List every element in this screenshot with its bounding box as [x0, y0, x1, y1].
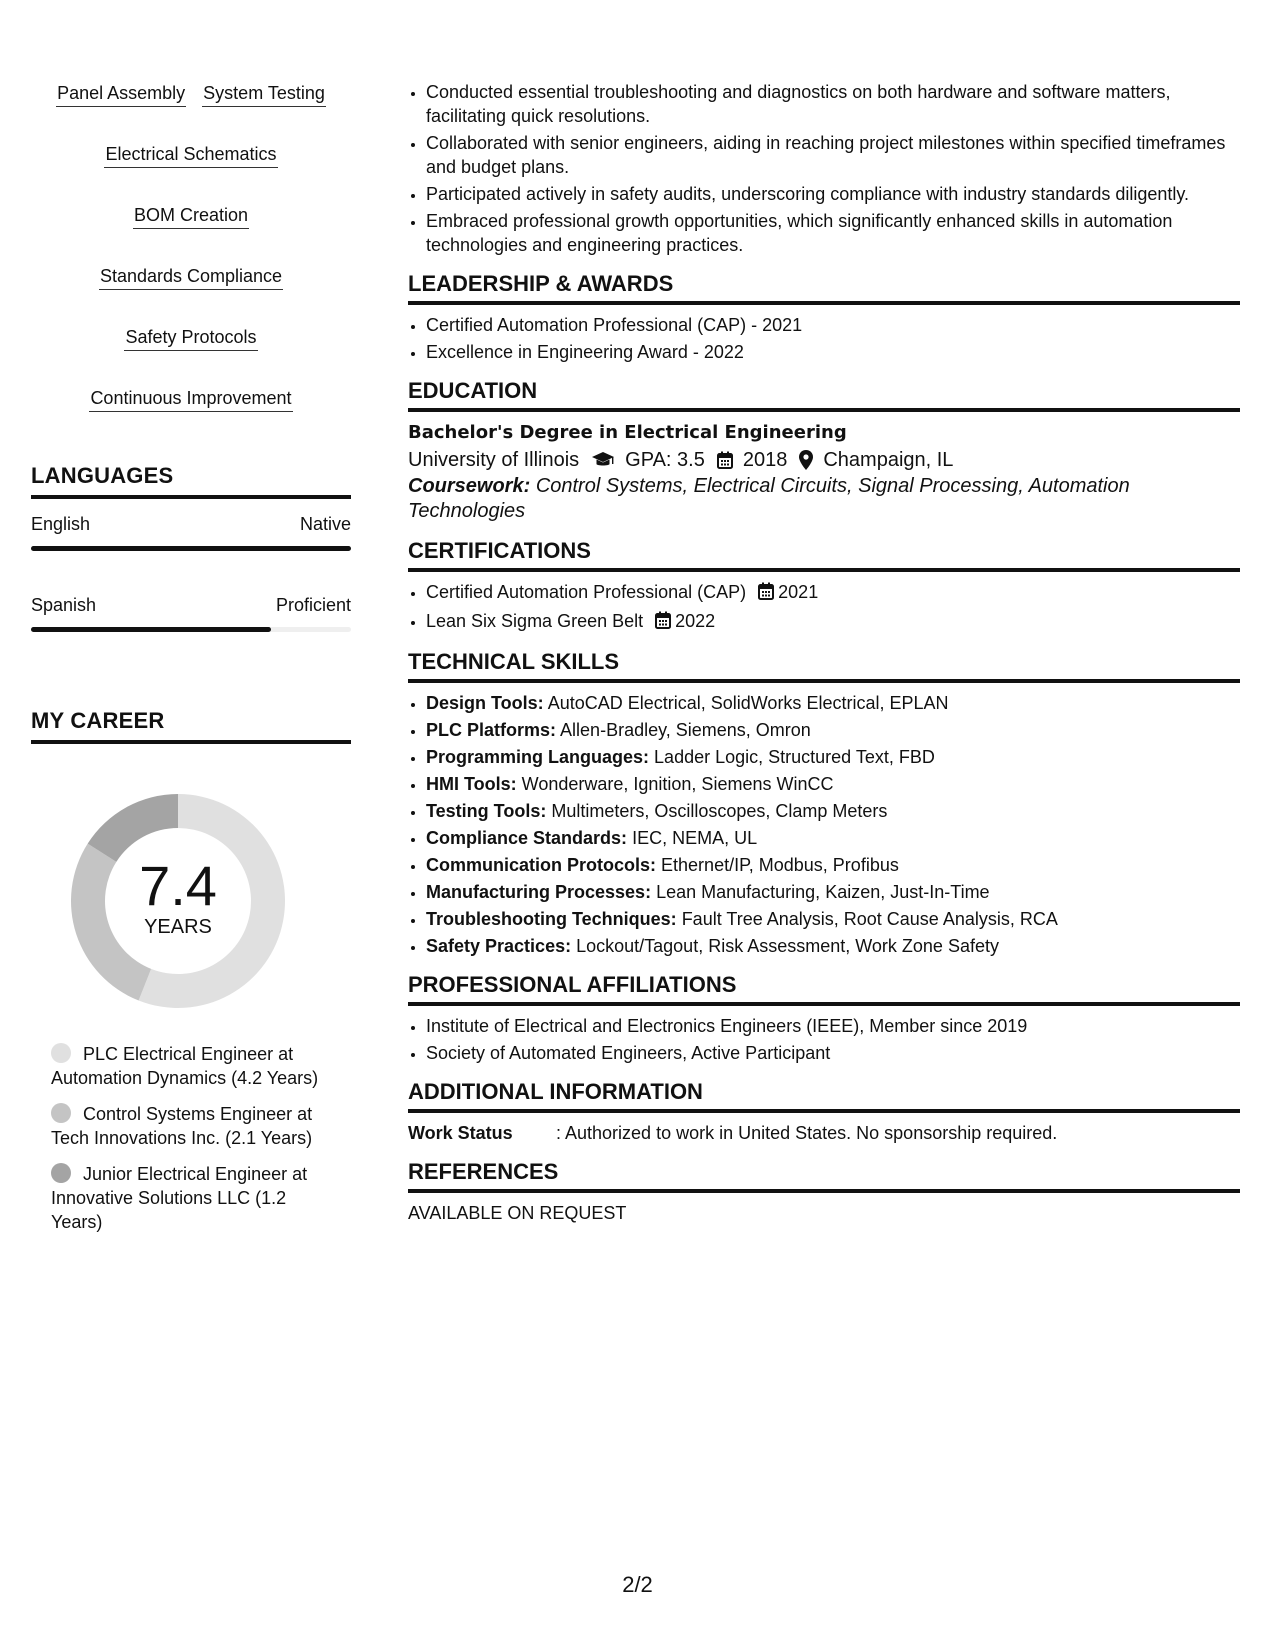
- certification-year: 2021: [778, 582, 819, 602]
- affiliation-item: • Society of Automated Engineers, Active Participant: [426, 1041, 1240, 1065]
- work-status-value: : Authorized to work in United States. No sponsorship required.: [556, 1123, 1058, 1143]
- skill-value: Allen-Bradley, Siemens, Omron: [560, 720, 811, 740]
- career-legend-item: [51, 1042, 331, 1090]
- education-year: 2018: [742, 449, 788, 471]
- education-coursework: [408, 474, 1240, 524]
- career-heading: MY CAREER: [31, 708, 351, 744]
- technical-skills-section: [408, 649, 1240, 958]
- skill-label: Testing Tools:: [426, 801, 547, 821]
- skill-value: Wonderware, Ignition, Siemens WinCC: [521, 774, 834, 794]
- skill-tag: Electrical Schematics: [104, 141, 277, 168]
- skill-label: Compliance Standards:: [426, 828, 628, 848]
- education-heading: EDUCATION: [408, 378, 1240, 412]
- technical-skill-item: [426, 745, 1240, 769]
- technical-skill-item: [426, 934, 1240, 958]
- calendar-icon: [655, 611, 671, 635]
- calendar-icon: [758, 582, 774, 606]
- certification-year: 2022: [675, 611, 716, 631]
- experience-bullets: [408, 80, 1240, 257]
- legend-dot-icon: [51, 1163, 71, 1183]
- career-donut-chart: [65, 788, 291, 1014]
- experience-bullet: • Embraced professional growth opportunities, which significantly enhanced skills in automation technologies and engineering practices.: [426, 209, 1240, 257]
- skill-value: IEC, NEMA, UL: [632, 828, 758, 848]
- career-total-label: YEARS: [144, 916, 212, 938]
- coursework-text: Control Systems, Electrical Circuits, Signal Processing, Automation Technologies: [408, 475, 1130, 522]
- languages-heading: LANGUAGES: [31, 463, 351, 499]
- education-gpa: GPA: 3.5: [625, 449, 705, 471]
- experience-bullet: • Collaborated with senior engineers, aiding in reaching project milestones within specified timeframes and budget plans.: [426, 131, 1240, 179]
- language-name: English: [31, 514, 91, 534]
- awards-heading: LEADERSHIP & AWARDS: [408, 271, 1240, 305]
- skill-value: Ladder Logic, Structured Text, FBD: [654, 747, 935, 767]
- additional-info-heading: ADDITIONAL INFORMATION: [408, 1079, 1240, 1113]
- technical-skill-item: [426, 799, 1240, 823]
- certification-name: Lean Six Sigma Green Belt: [426, 611, 644, 631]
- references-section: [408, 1159, 1240, 1225]
- education-school: University of Illinois: [408, 449, 580, 471]
- page-number: 2/2: [622, 1572, 653, 1597]
- skill-tag: System Testing: [202, 80, 326, 107]
- language-bar-fill: [31, 627, 271, 632]
- skill-tag: Panel Assembly: [56, 80, 186, 107]
- additional-info-section: [408, 1079, 1240, 1145]
- language-name: Spanish: [31, 595, 97, 615]
- language-bar: [31, 546, 351, 551]
- language-row: [31, 513, 351, 535]
- references-text: AVAILABLE ON REQUEST: [408, 1203, 627, 1223]
- certification-item: [426, 609, 1240, 635]
- skill-value: Lean Manufacturing, Kaizen, Just-In-Time: [656, 882, 990, 902]
- languages-section: [31, 463, 351, 632]
- certification-name: Certified Automation Professional (CAP): [426, 582, 747, 602]
- skill-tag: Continuous Improvement: [89, 385, 292, 412]
- skill-label: Communication Protocols:: [426, 855, 657, 875]
- language-level: Proficient: [275, 595, 351, 615]
- skills-tags: [31, 80, 351, 412]
- skill-label: Manufacturing Processes:: [426, 882, 652, 902]
- career-legend: [51, 1042, 331, 1234]
- skill-label: Safety Practices:: [426, 936, 572, 956]
- technical-skill-item: [426, 853, 1240, 877]
- affiliation-item: • Institute of Electrical and Electronics Engineers (IEEE), Member since 2019: [426, 1014, 1240, 1038]
- education-location: Champaign, IL: [823, 449, 954, 471]
- map-pin-icon: [799, 450, 813, 470]
- career-legend-text: Control Systems Engineer at Tech Innovations Inc. (2.1 Years): [51, 1104, 313, 1148]
- experience-bullet: • Participated actively in safety audits, underscoring compliance with industry standards diligently.: [426, 182, 1240, 206]
- education-degree: Bachelor's Degree in Electrical Engineering: [408, 422, 847, 443]
- sidebar: [31, 80, 351, 1246]
- work-status-row: [408, 1121, 1240, 1145]
- career-section: [31, 708, 351, 1234]
- award-item: • Excellence in Engineering Award - 2022: [426, 340, 1240, 364]
- skill-label: Programming Languages:: [426, 747, 650, 767]
- skill-value: Fault Tree Analysis, Root Cause Analysis, RCA: [681, 909, 1058, 929]
- technical-skill-item: [426, 826, 1240, 850]
- awards-section: [408, 271, 1240, 364]
- skill-label: HMI Tools:: [426, 774, 517, 794]
- career-legend-item: [51, 1162, 331, 1234]
- technical-skill-item: [426, 880, 1240, 904]
- skill-label: Troubleshooting Techniques:: [426, 909, 677, 929]
- legend-dot-icon: [51, 1103, 71, 1123]
- certifications-section: [408, 538, 1240, 635]
- technical-skill-item: [426, 691, 1240, 715]
- main-content: [408, 80, 1240, 1225]
- career-legend-text: PLC Electrical Engineer at Automation Dynamics (4.2 Years): [51, 1044, 319, 1088]
- technical-skill-item: [426, 718, 1240, 742]
- technical-skills-heading: TECHNICAL SKILLS: [408, 649, 1240, 683]
- work-status-label: Work Status: [408, 1123, 513, 1143]
- skill-value: AutoCAD Electrical, SolidWorks Electrical, EPLAN: [547, 693, 949, 713]
- skill-tag: Standards Compliance: [99, 263, 283, 290]
- certifications-heading: CERTIFICATIONS: [408, 538, 1240, 572]
- affiliations-section: [408, 972, 1240, 1065]
- award-item: • Certified Automation Professional (CAP) - 2021: [426, 313, 1240, 337]
- certification-item: [426, 580, 1240, 606]
- calendar-icon: [717, 451, 733, 469]
- skill-label: PLC Platforms:: [426, 720, 557, 740]
- technical-skill-item: [426, 907, 1240, 931]
- skill-value: Multimeters, Oscilloscopes, Clamp Meters: [551, 801, 888, 821]
- experience-bullet: • Conducted essential troubleshooting and diagnostics on both hardware and software matters, facilitating quick resolutions.: [426, 80, 1240, 128]
- graduation-cap-icon: [591, 451, 615, 469]
- language-bar: [31, 627, 351, 632]
- skill-value: Lockout/Tagout, Risk Assessment, Work Zone Safety: [576, 936, 999, 956]
- skill-tag: Safety Protocols: [124, 324, 257, 351]
- career-legend-item: [51, 1102, 331, 1150]
- career-legend-text: Junior Electrical Engineer at Innovative Solutions LLC (1.2 Years): [51, 1164, 308, 1232]
- skill-label: Design Tools:: [426, 693, 544, 713]
- language-row: [31, 594, 351, 616]
- legend-dot-icon: [51, 1043, 71, 1063]
- language-bar-fill: [31, 546, 351, 551]
- affiliations-heading: PROFESSIONAL AFFILIATIONS: [408, 972, 1240, 1006]
- references-heading: REFERENCES: [408, 1159, 1240, 1193]
- skill-value: Ethernet/IP, Modbus, Profibus: [661, 855, 899, 875]
- skill-tag: BOM Creation: [133, 202, 249, 229]
- language-level: Native: [299, 514, 351, 534]
- coursework-label: Coursework:: [408, 475, 531, 497]
- education-section: [408, 378, 1240, 524]
- education-details: [408, 446, 1240, 474]
- career-total-value: 7.4: [139, 854, 217, 917]
- technical-skill-item: [426, 772, 1240, 796]
